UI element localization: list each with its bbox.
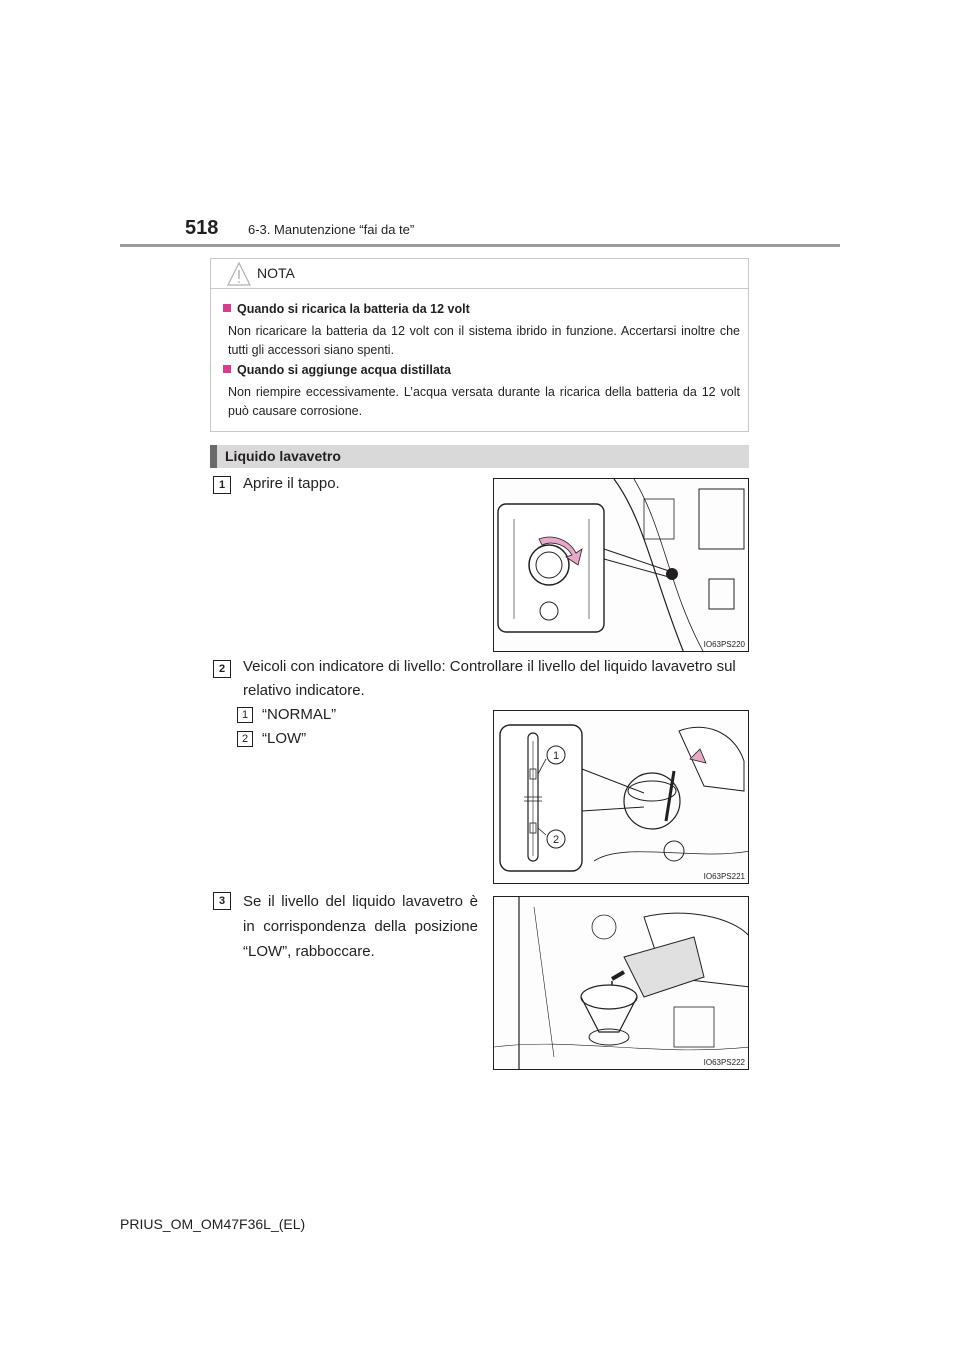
figure-refill bbox=[493, 896, 749, 1070]
level-gauge-illustration bbox=[494, 711, 749, 884]
section-title: 6-3. Manutenzione “fai da te” bbox=[248, 222, 415, 237]
step-number: 3 bbox=[213, 892, 231, 910]
step-text: Veicoli con indicatore di livello: Controllare il livello del liquido lavavetro sul relativo indicatore. bbox=[243, 658, 736, 699]
note-header bbox=[211, 259, 748, 289]
figure-level-gauge bbox=[493, 710, 749, 884]
step-text: Aprire il tappo. bbox=[243, 475, 340, 492]
figure-code: IO63PS222 bbox=[703, 1058, 745, 1067]
section-heading-accent bbox=[210, 445, 217, 468]
callout-number: 2 bbox=[237, 731, 253, 747]
note-title: NOTA bbox=[257, 265, 295, 281]
gauge-mark-1: 1 bbox=[552, 750, 560, 762]
note-item-title: Quando si ricarica la batteria da 12 volt bbox=[223, 302, 470, 316]
warning-triangle-icon bbox=[226, 261, 252, 287]
section-heading-bar bbox=[210, 445, 749, 468]
note-item-body: Non ricaricare la batteria da 12 volt con il sistema ibrido in funzione. Accertarsi inoltre che tutti gli accessori siano spenti. bbox=[228, 324, 740, 357]
note-box bbox=[210, 258, 749, 432]
step-text: Se il livello del liquido lavavetro è in corrispondenza della posizione “LOW”, rabboccare. bbox=[243, 893, 478, 960]
callout-label: “LOW” bbox=[262, 730, 307, 747]
section-heading: Liquido lavavetro bbox=[225, 448, 341, 464]
engine-bay-illustration bbox=[494, 479, 749, 652]
callout-label: “NORMAL” bbox=[262, 706, 337, 723]
header-rule bbox=[120, 244, 840, 247]
figure-code: IO63PS221 bbox=[703, 872, 745, 881]
figure-code: IO63PS220 bbox=[703, 640, 745, 649]
step-number: 1 bbox=[213, 476, 231, 494]
footer-doc-code: PRIUS_OM_OM47F36L_(EL) bbox=[120, 1216, 306, 1232]
bullet-square-icon bbox=[223, 365, 231, 373]
refill-illustration bbox=[494, 897, 749, 1070]
note-item-body: Non riempire eccessivamente. L’acqua versata durante la ricarica della batteria da 12 volt può causare corrosione. bbox=[228, 385, 740, 418]
step-number: 2 bbox=[213, 660, 231, 678]
figure-washer-cap bbox=[493, 478, 749, 652]
callout-number: 1 bbox=[237, 707, 253, 723]
page-number: 518 bbox=[185, 217, 219, 239]
bullet-square-icon bbox=[223, 304, 231, 312]
note-item-title: Quando si aggiunge acqua distillata bbox=[223, 363, 451, 377]
gauge-mark-2: 2 bbox=[552, 834, 560, 846]
